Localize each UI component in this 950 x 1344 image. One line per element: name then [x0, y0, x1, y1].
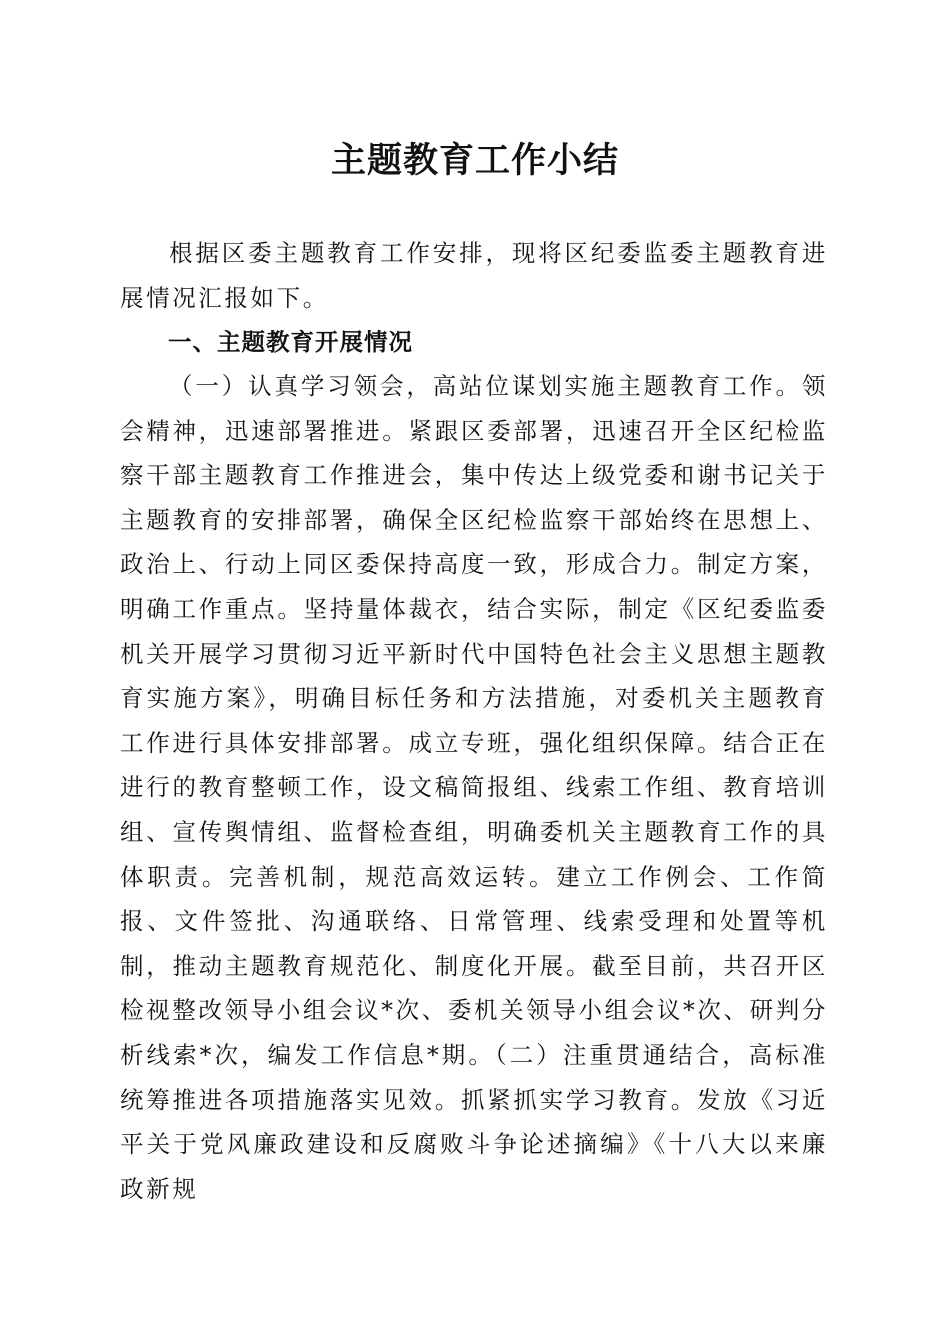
intro-paragraph: 根据区委主题教育工作安排，现将区纪委监委主题教育进展情况汇报如下。 — [120, 239, 828, 312]
document-title: 主题教育工作小结 — [330, 140, 619, 181]
section-heading: 一、主题教育开展情况 — [168, 328, 413, 356]
body-paragraph: （一）认真学习领会，高站位谋划实施主题教育工作。领会精神，迅速部署推进。紧跟区委部署，迅速召开全区纪检监察干部主题教育工作推进会，集中传达上级党委和谢书记关于主题教育的安排部署，确保全区纪检监察干部始终在思想上、政治上、行动上同区委保持高度一致，形成合力。制定方案，明确工作重点。坚持量体裁衣，结合实际，制定《区纪委监委机关开展学习贯彻习近平新时代中国特色社会主义思想主题教育实施方案》，明确目标任务和方法措施，对委机关主题教育工作进行具体安排部署。成立专班，强化组织保障。结合正在进行的教育整顿工作，设文稿简报组、线索工作组、教育培训组、宣传舆情组、监督检查组，明确委机关主题教育工作的具体职责。完善机制，规范高效运转。建立工作例会、工作简报、文件签批、沟通联络、日常管理、线索受理和处置等机制，推动主题教育规范化、制度化开展。截至目前，共召开区检视整改领导小组会议*次、委机关领导小组会议*次、研判分析线索*次，编发工作信息*期。（二）注重贯通结合，高标准统筹推进各项措施落实见效。抓紧抓实学习教育。发放《习近平关于党风廉政建设和反腐败斗争论述摘编》《十八大以来廉政新规 — [120, 372, 828, 1203]
